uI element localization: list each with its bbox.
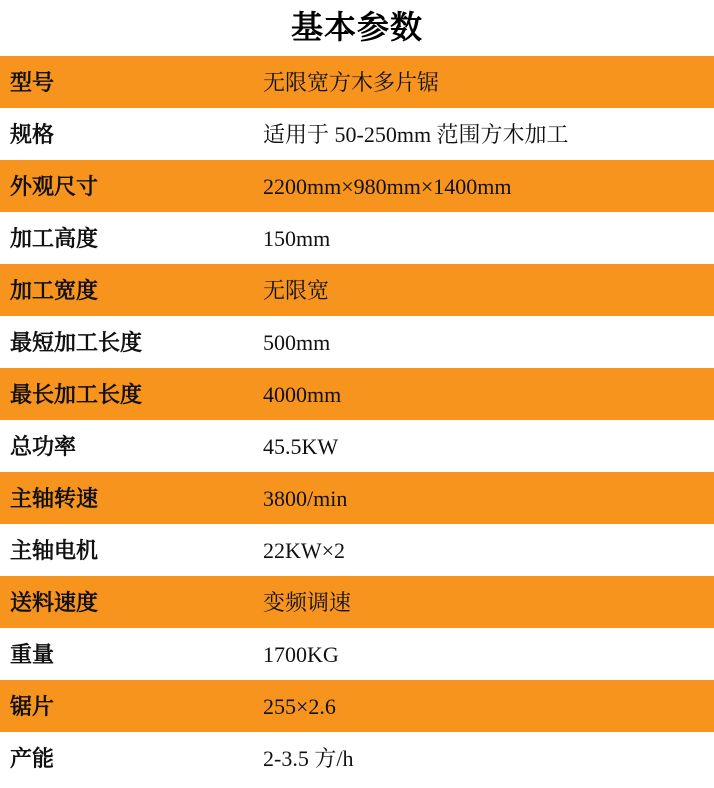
- spec-label: 最短加工长度: [0, 316, 255, 368]
- table-row: [0, 680, 714, 732]
- table-row: [0, 420, 714, 472]
- table-row: [0, 524, 714, 576]
- table-row: [0, 56, 714, 108]
- spec-value: 4000mm: [255, 368, 714, 420]
- table-row: [0, 108, 714, 160]
- spec-label: 规格: [0, 108, 255, 160]
- table-row: [0, 264, 714, 316]
- spec-value: 1700KG: [255, 628, 714, 680]
- spec-label: 重量: [0, 628, 255, 680]
- table-row: [0, 316, 714, 368]
- spec-label: 外观尺寸: [0, 160, 255, 212]
- specifications-table: [0, 56, 714, 784]
- spec-value: 3800/min: [255, 472, 714, 524]
- table-row: [0, 160, 714, 212]
- spec-label: 加工宽度: [0, 264, 255, 316]
- spec-label: 最长加工长度: [0, 368, 255, 420]
- spec-value: 150mm: [255, 212, 714, 264]
- spec-value: 500mm: [255, 316, 714, 368]
- spec-label: 总功率: [0, 420, 255, 472]
- spec-label: 加工高度: [0, 212, 255, 264]
- table-row: [0, 212, 714, 264]
- table-row: [0, 472, 714, 524]
- spec-value: 255×2.6: [255, 680, 714, 732]
- spec-value: 22KW×2: [255, 524, 714, 576]
- spec-label: 锯片: [0, 680, 255, 732]
- spec-value: 无限宽方木多片锯: [255, 56, 714, 108]
- spec-value: 变频调速: [255, 576, 714, 628]
- table-row: [0, 732, 714, 784]
- spec-label: 送料速度: [0, 576, 255, 628]
- table-row: [0, 368, 714, 420]
- spec-label: 主轴转速: [0, 472, 255, 524]
- spec-value: 2200mm×980mm×1400mm: [255, 160, 714, 212]
- table-row: [0, 576, 714, 628]
- specifications-table-body: [0, 56, 714, 784]
- spec-value: 无限宽: [255, 264, 714, 316]
- spec-label: 主轴电机: [0, 524, 255, 576]
- spec-label: 产能: [0, 732, 255, 784]
- page-title: 基本参数: [290, 9, 423, 45]
- spec-label: 型号: [0, 56, 255, 108]
- spec-value: 适用于 50-250mm 范围方木加工: [255, 108, 714, 160]
- spec-value: 45.5KW: [255, 420, 714, 472]
- table-row: [0, 628, 714, 680]
- spec-value: 2-3.5 方/h: [255, 732, 714, 784]
